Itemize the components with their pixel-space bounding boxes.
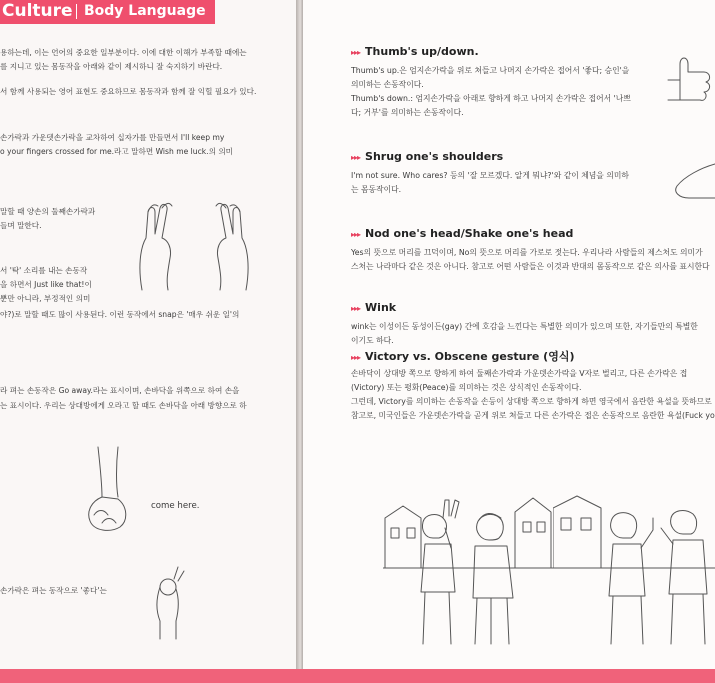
section-heading-text: Shrug one's shoulders [365,150,504,163]
section-body-line: 손바닥이 상대방 쪽으로 향하게 하여 둘째손가락과 가운뎃손가락을 V자로 벌리고, 다른 손가락은 접 [351,369,688,378]
header-subtitle: Body Language [84,3,206,19]
section-body-line: 이기도 하다. [351,336,394,345]
section-body-line: wink는 이성이든 동성이든(gay) 간에 호감을 느낀다는 특별한 의미가 있으며 또한, 자기들만의 특별한 [351,322,698,331]
section-arrow: ▸▸▸ [351,353,361,362]
section-heading-text: Wink [365,301,397,314]
right-page [303,0,715,683]
section-arrow: ▸▸▸ [351,48,361,57]
intro-line: 용하는데, 이는 언어의 중요한 일부분이다. 이에 대한 이해가 부족할 때에는 [0,48,247,57]
section-heading-shrug [351,150,503,163]
page-header [0,0,215,24]
shrug-illustration [671,160,715,205]
crossed-fingers-text: o your fingers crossed for me.라고 말하면 Wish me luck.의 의미 [0,147,234,156]
section-body-line: Thumb's down.: 엄지손가락을 아래로 향하게 하고 나머지 손가락은 접어서 '나쁘 [351,94,631,103]
section-arrow: ▸▸▸ [351,153,361,162]
section-body-line: 다; 거부'를 의미하는 손동작이다. [351,108,464,117]
section-body-line: Yes의 뜻으로 머리를 끄덕이며, No의 뜻으로 머리를 가로로 젓는다. 우리나라 사람들의 제스처도 의미가 [351,248,703,257]
ok-sign-hand-illustration [148,565,188,640]
section-arrow: ▸▸▸ [351,230,361,239]
section-body-line: I'm not sure. Who cares? 등의 '잘 모르겠다. 알게 뭐냐?'와 같이 체념을 의미하 [351,171,629,180]
quote-gesture-text: 말할 때 양손의 둘째손가락과 [0,207,96,216]
quote-gesture-text: 들며 말한다. [0,221,42,230]
crossed-fingers-text: 손가락과 가운뎃손가락을 교차하여 십자가를 만들면서 I'll keep my [0,133,225,142]
go-away-text: 라 펴는 손동작은 Go away.라는 표시이며, 손바닥을 위쪽으로 하여 손을 [0,386,240,395]
header-divider [76,4,77,19]
page-bottom-band [0,669,715,683]
snap-text: 서 '탁' 소리를 내는 손동작 [0,266,88,275]
snap-text: 뿐만 아니라, 부정적인 의미 [0,294,91,303]
section-heading-nod [351,227,573,240]
section-body-line: 의미하는 손동작이다. [351,80,424,89]
section-heading-wink [351,301,396,314]
section-body-line: 그런데, Victory를 의미하는 손동작을 손등이 상대방 쪽으로 향하게 하면 영국에서 음란한 욕설을 뜻하므로 [351,397,712,406]
obscene-gesture-illustration [553,488,715,648]
section-heading-text: Victory vs. Obscene gesture (영식) [365,350,575,363]
air-quotes-hands-illustration [128,198,260,298]
section-heading-thumbs [351,45,479,58]
section-body-line: 스처는 나라마다 같은 것은 아니다. 참고로 어떤 사람들은 이것과 반대의 몸동작으로 같은 의사를 표시한다 [351,262,710,271]
section-heading-text: Thumb's up/down. [365,45,479,58]
snap-text: 야?)로 말할 때도 많이 사용된다. 이런 동작에서 snap은 '매우 쉬운 일'의 [0,310,240,319]
section-arrow: ▸▸▸ [351,304,361,313]
book-gutter [296,0,303,683]
ok-sign-text: 손가락은 펴는 동작으로 '좋다'는 [0,586,107,595]
victory-gesture-illustration [383,488,553,648]
intro-line: 를 지니고 있는 몸동작을 아래와 같이 제시하니 잘 숙지하기 바란다. [0,62,223,71]
section-body-line: (Victory) 또는 평화(Peace)를 의미하는 것은 상식적인 손동작이다. [351,383,582,392]
intro-line: 서 함께 사용되는 영어 표현도 중요하므로 몸동작과 함께 잘 익힐 필요가 있다. [0,87,257,96]
section-heading-text: Nod one's head/Shake one's head [365,227,574,240]
beckoning-hand-illustration [80,445,140,540]
section-body-line: Thumb's up.은 엄지손가락을 위로 쳐들고 나머지 손가락은 접어서 '좋다; 승인'을 [351,66,630,75]
header-title: Culture [2,1,73,21]
thumbs-up-illustration [666,50,715,105]
snap-text: 을 하면서 Just like that!이 [0,280,92,289]
section-body-line: 참고로, 미국인들은 가운뎃손가락을 곧게 위로 쳐들고 다른 손가락은 접은 손동작으로 음란한 욕설(Fuck yo [351,411,715,420]
section-heading-victory [351,348,575,364]
section-body-line: 는 몸동작이다. [351,185,402,194]
left-page [0,0,296,683]
go-away-text: 는 표시이다. 우리는 상대방에게 오라고 할 때도 손바닥을 아래 방향으로 하 [0,401,247,410]
come-here-label: come here. [151,501,200,511]
